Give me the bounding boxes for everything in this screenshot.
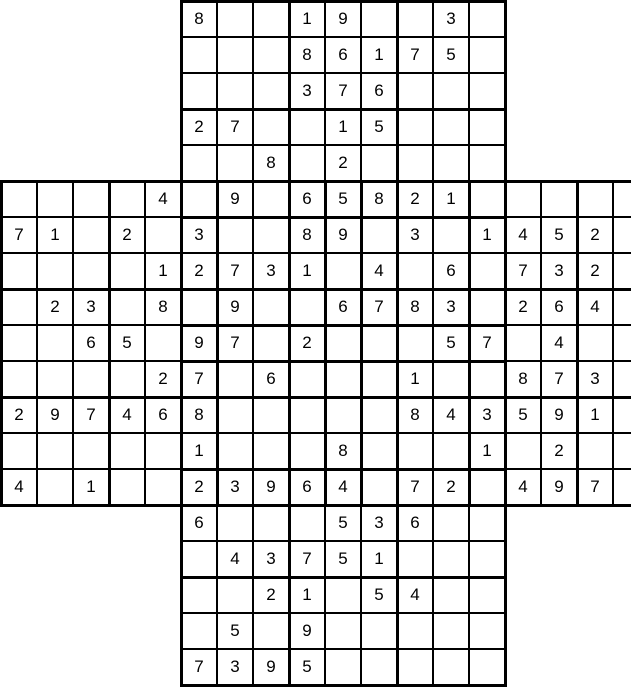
sudoku-cell[interactable] — [181, 37, 217, 73]
sudoku-cell[interactable]: 1 — [289, 253, 325, 289]
sudoku-cell[interactable]: 6 — [541, 289, 577, 325]
sudoku-cell[interactable] — [217, 1, 253, 37]
sudoku-cell[interactable] — [397, 145, 433, 181]
sudoku-cell[interactable]: 7 — [289, 541, 325, 577]
sudoku-cell[interactable]: 4 — [505, 469, 541, 505]
sudoku-cell[interactable]: 8 — [145, 289, 181, 325]
sudoku-cell[interactable]: 7 — [217, 109, 253, 145]
sudoku-cell[interactable]: 4 — [217, 541, 253, 577]
sudoku-cell[interactable]: 4 — [145, 181, 181, 217]
sudoku-cell[interactable]: 5 — [325, 541, 361, 577]
sudoku-cell[interactable]: 5 — [325, 181, 361, 217]
sudoku-cell[interactable] — [469, 289, 505, 325]
sudoku-cell[interactable]: 1 — [433, 181, 469, 217]
sudoku-cell[interactable] — [253, 289, 289, 325]
sudoku-cell[interactable]: 8 — [289, 37, 325, 73]
sudoku-cell[interactable]: 1 — [361, 541, 397, 577]
sudoku-cell[interactable]: 9 — [289, 613, 325, 649]
sudoku-cell[interactable]: 1 — [73, 469, 109, 505]
sudoku-cell[interactable]: 4 — [505, 217, 541, 253]
sudoku-cell[interactable]: 1 — [289, 1, 325, 37]
sudoku-cell[interactable] — [289, 289, 325, 325]
sudoku-cell[interactable] — [289, 109, 325, 145]
sudoku-cell[interactable]: 4 — [1, 469, 37, 505]
sudoku-cell[interactable] — [433, 541, 469, 577]
sudoku-cell[interactable] — [289, 433, 325, 469]
sudoku-cell[interactable] — [37, 253, 73, 289]
sudoku-cell[interactable] — [469, 145, 505, 181]
sudoku-cell[interactable]: 1 — [37, 217, 73, 253]
sudoku-cell[interactable] — [397, 253, 433, 289]
sudoku-cell[interactable] — [217, 37, 253, 73]
sudoku-cell[interactable]: 4 — [109, 397, 145, 433]
sudoku-cell[interactable]: 5 — [433, 37, 469, 73]
sudoku-cell[interactable] — [253, 217, 289, 253]
sudoku-cell[interactable]: 1 — [577, 397, 613, 433]
sudoku-cell[interactable] — [37, 361, 73, 397]
sudoku-cell[interactable] — [613, 217, 631, 253]
sudoku-cell[interactable] — [253, 613, 289, 649]
sudoku-cell[interactable] — [577, 181, 613, 217]
sudoku-cell[interactable]: 1 — [397, 361, 433, 397]
sudoku-cell[interactable]: 4 — [397, 577, 433, 613]
sudoku-cell[interactable] — [181, 73, 217, 109]
sudoku-cell[interactable] — [433, 109, 469, 145]
sudoku-cell[interactable]: 3 — [217, 469, 253, 505]
sudoku-cell[interactable] — [253, 73, 289, 109]
sudoku-cell[interactable] — [217, 397, 253, 433]
sudoku-cell[interactable] — [469, 613, 505, 649]
sudoku-cell[interactable]: 3 — [541, 253, 577, 289]
sudoku-cell[interactable] — [1, 325, 37, 361]
sudoku-cell[interactable]: 1 — [361, 37, 397, 73]
sudoku-cell[interactable]: 2 — [505, 289, 541, 325]
sudoku-cell[interactable]: 7 — [217, 253, 253, 289]
sudoku-cell[interactable]: 5 — [361, 577, 397, 613]
sudoku-cell[interactable] — [37, 469, 73, 505]
sudoku-cell[interactable] — [109, 361, 145, 397]
sudoku-cell[interactable]: 8 — [289, 217, 325, 253]
sudoku-cell[interactable]: 9 — [253, 649, 289, 685]
sudoku-cell[interactable] — [217, 145, 253, 181]
sudoku-cell[interactable] — [469, 505, 505, 541]
sudoku-cell[interactable]: 9 — [217, 181, 253, 217]
sudoku-cell[interactable] — [469, 181, 505, 217]
sudoku-cell[interactable] — [109, 469, 145, 505]
sudoku-cell[interactable]: 9 — [325, 1, 361, 37]
sudoku-cell[interactable]: 8 — [181, 397, 217, 433]
sudoku-cell[interactable]: 7 — [217, 325, 253, 361]
sudoku-cell[interactable]: 2 — [289, 325, 325, 361]
sudoku-cell[interactable]: 2 — [253, 577, 289, 613]
sudoku-cell[interactable] — [361, 1, 397, 37]
sudoku-cell[interactable] — [1, 289, 37, 325]
sudoku-cell[interactable]: 6 — [73, 325, 109, 361]
sudoku-cell[interactable] — [181, 613, 217, 649]
sudoku-cell[interactable] — [397, 109, 433, 145]
sudoku-cell[interactable] — [73, 217, 109, 253]
sudoku-cell[interactable]: 6 — [325, 37, 361, 73]
sudoku-cell[interactable] — [397, 541, 433, 577]
sudoku-cell[interactable]: 1 — [325, 109, 361, 145]
sudoku-cell[interactable]: 9 — [541, 397, 577, 433]
sudoku-cell[interactable]: 3 — [73, 289, 109, 325]
sudoku-cell[interactable]: 8 — [361, 181, 397, 217]
sudoku-cell[interactable] — [289, 145, 325, 181]
sudoku-cell[interactable]: 3 — [253, 541, 289, 577]
sudoku-cell[interactable] — [325, 613, 361, 649]
sudoku-cell[interactable] — [289, 361, 325, 397]
sudoku-cell[interactable]: 7 — [541, 361, 577, 397]
sudoku-cell[interactable]: 2 — [181, 109, 217, 145]
sudoku-cell[interactable]: 3 — [397, 217, 433, 253]
sudoku-cell[interactable] — [217, 433, 253, 469]
sudoku-cell[interactable] — [1, 181, 37, 217]
sudoku-cell[interactable]: 2 — [577, 253, 613, 289]
sudoku-cell[interactable]: 5 — [289, 649, 325, 685]
sudoku-cell[interactable] — [217, 577, 253, 613]
sudoku-cell[interactable] — [109, 289, 145, 325]
sudoku-cell[interactable] — [433, 433, 469, 469]
sudoku-cell[interactable]: 6 — [289, 469, 325, 505]
sudoku-cell[interactable] — [577, 325, 613, 361]
sudoku-cell[interactable]: 7 — [1, 217, 37, 253]
sudoku-cell[interactable] — [577, 433, 613, 469]
sudoku-cell[interactable] — [109, 433, 145, 469]
sudoku-cell[interactable]: 4 — [325, 469, 361, 505]
sudoku-cell[interactable] — [325, 253, 361, 289]
sudoku-cell[interactable]: 9 — [325, 217, 361, 253]
sudoku-cell[interactable] — [325, 361, 361, 397]
sudoku-cell[interactable] — [505, 181, 541, 217]
sudoku-cell[interactable] — [469, 361, 505, 397]
sudoku-cell[interactable]: 9 — [217, 289, 253, 325]
sudoku-cell[interactable] — [145, 433, 181, 469]
sudoku-cell[interactable]: 8 — [325, 433, 361, 469]
sudoku-cell[interactable] — [109, 181, 145, 217]
sudoku-cell[interactable] — [181, 541, 217, 577]
sudoku-cell[interactable] — [433, 217, 469, 253]
sudoku-cell[interactable] — [469, 469, 505, 505]
sudoku-cell[interactable]: 5 — [325, 505, 361, 541]
sudoku-cell[interactable]: 2 — [541, 433, 577, 469]
sudoku-cell[interactable] — [145, 217, 181, 253]
sudoku-cell[interactable] — [613, 397, 631, 433]
sudoku-cell[interactable] — [325, 649, 361, 685]
sudoku-cell[interactable] — [397, 1, 433, 37]
sudoku-cell[interactable] — [613, 469, 631, 505]
sudoku-cell[interactable] — [325, 577, 361, 613]
sudoku-cell[interactable]: 5 — [505, 397, 541, 433]
sudoku-cell[interactable] — [433, 613, 469, 649]
sudoku-cell[interactable] — [469, 37, 505, 73]
sudoku-cell[interactable] — [181, 289, 217, 325]
sudoku-cell[interactable]: 2 — [1, 397, 37, 433]
sudoku-cell[interactable] — [253, 325, 289, 361]
sudoku-cell[interactable] — [73, 433, 109, 469]
sudoku-cell[interactable] — [433, 145, 469, 181]
sudoku-cell[interactable] — [253, 505, 289, 541]
sudoku-cell[interactable]: 5 — [109, 325, 145, 361]
sudoku-cell[interactable] — [397, 73, 433, 109]
sudoku-cell[interactable]: 2 — [397, 181, 433, 217]
sudoku-cell[interactable] — [73, 253, 109, 289]
sudoku-cell[interactable] — [361, 217, 397, 253]
sudoku-cell[interactable]: 1 — [289, 577, 325, 613]
sudoku-cell[interactable] — [1, 361, 37, 397]
sudoku-cell[interactable] — [613, 289, 631, 325]
sudoku-cell[interactable]: 4 — [541, 325, 577, 361]
sudoku-cell[interactable] — [361, 613, 397, 649]
sudoku-cell[interactable] — [505, 325, 541, 361]
sudoku-cell[interactable]: 7 — [505, 253, 541, 289]
sudoku-cell[interactable] — [505, 433, 541, 469]
sudoku-cell[interactable]: 7 — [397, 37, 433, 73]
sudoku-cell[interactable]: 6 — [397, 505, 433, 541]
sudoku-cell[interactable] — [289, 505, 325, 541]
sudoku-cell[interactable] — [145, 325, 181, 361]
sudoku-cell[interactable] — [145, 469, 181, 505]
sudoku-cell[interactable] — [361, 145, 397, 181]
sudoku-cell[interactable] — [1, 253, 37, 289]
sudoku-cell[interactable]: 9 — [253, 469, 289, 505]
sudoku-cell[interactable] — [325, 397, 361, 433]
sudoku-cell[interactable] — [613, 433, 631, 469]
sudoku-cell[interactable] — [361, 649, 397, 685]
sudoku-cell[interactable]: 9 — [181, 325, 217, 361]
sudoku-cell[interactable]: 8 — [253, 145, 289, 181]
sudoku-cell[interactable] — [217, 73, 253, 109]
sudoku-cell[interactable] — [1, 433, 37, 469]
sudoku-cell[interactable] — [469, 577, 505, 613]
sudoku-cell[interactable]: 3 — [217, 649, 253, 685]
sudoku-cell[interactable] — [289, 397, 325, 433]
sudoku-cell[interactable]: 2 — [325, 145, 361, 181]
sudoku-cell[interactable] — [433, 361, 469, 397]
sudoku-cell[interactable]: 6 — [145, 397, 181, 433]
sudoku-cell[interactable] — [253, 181, 289, 217]
sudoku-cell[interactable]: 3 — [253, 253, 289, 289]
sudoku-cell[interactable]: 3 — [433, 1, 469, 37]
sudoku-cell[interactable] — [37, 325, 73, 361]
sudoku-cell[interactable] — [37, 433, 73, 469]
sudoku-cell[interactable] — [613, 181, 631, 217]
sudoku-cell[interactable]: 1 — [469, 433, 505, 469]
sudoku-cell[interactable] — [361, 397, 397, 433]
sudoku-cell[interactable] — [181, 145, 217, 181]
sudoku-cell[interactable]: 9 — [541, 469, 577, 505]
sudoku-cell[interactable] — [217, 505, 253, 541]
sudoku-cell[interactable] — [361, 469, 397, 505]
sudoku-cell[interactable] — [469, 73, 505, 109]
sudoku-cell[interactable]: 7 — [181, 361, 217, 397]
sudoku-cell[interactable] — [433, 73, 469, 109]
sudoku-cell[interactable]: 6 — [289, 181, 325, 217]
sudoku-cell[interactable]: 6 — [325, 289, 361, 325]
sudoku-cell[interactable]: 2 — [577, 217, 613, 253]
sudoku-cell[interactable]: 7 — [397, 469, 433, 505]
sudoku-cell[interactable]: 8 — [397, 397, 433, 433]
sudoku-cell[interactable]: 1 — [145, 253, 181, 289]
sudoku-cell[interactable] — [397, 325, 433, 361]
sudoku-cell[interactable] — [361, 325, 397, 361]
sudoku-cell[interactable]: 6 — [181, 505, 217, 541]
sudoku-cell[interactable] — [253, 397, 289, 433]
sudoku-cell[interactable] — [181, 577, 217, 613]
sudoku-cell[interactable]: 2 — [433, 469, 469, 505]
sudoku-cell[interactable] — [469, 253, 505, 289]
sudoku-cell[interactable] — [73, 361, 109, 397]
sudoku-cell[interactable] — [397, 613, 433, 649]
sudoku-cell[interactable] — [253, 109, 289, 145]
sudoku-cell[interactable] — [37, 181, 73, 217]
sudoku-cell[interactable] — [253, 433, 289, 469]
sudoku-cell[interactable] — [325, 325, 361, 361]
sudoku-cell[interactable]: 5 — [433, 325, 469, 361]
sudoku-cell[interactable]: 3 — [181, 217, 217, 253]
sudoku-cell[interactable]: 2 — [37, 289, 73, 325]
sudoku-cell[interactable]: 2 — [109, 217, 145, 253]
sudoku-cell[interactable] — [469, 541, 505, 577]
sudoku-cell[interactable]: 4 — [361, 253, 397, 289]
sudoku-cell[interactable] — [433, 577, 469, 613]
sudoku-cell[interactable] — [541, 181, 577, 217]
sudoku-cell[interactable]: 4 — [433, 397, 469, 433]
sudoku-cell[interactable] — [217, 361, 253, 397]
sudoku-cell[interactable]: 5 — [217, 613, 253, 649]
sudoku-cell[interactable]: 2 — [181, 253, 217, 289]
sudoku-cell[interactable]: 7 — [577, 469, 613, 505]
sudoku-cell[interactable]: 3 — [577, 361, 613, 397]
sudoku-cell[interactable] — [469, 1, 505, 37]
sudoku-cell[interactable] — [73, 181, 109, 217]
sudoku-cell[interactable] — [253, 1, 289, 37]
sudoku-cell[interactable]: 2 — [145, 361, 181, 397]
sudoku-cell[interactable]: 3 — [433, 289, 469, 325]
sudoku-cell[interactable]: 5 — [361, 109, 397, 145]
sudoku-cell[interactable] — [361, 361, 397, 397]
sudoku-cell[interactable]: 7 — [181, 649, 217, 685]
sudoku-cell[interactable]: 6 — [361, 73, 397, 109]
sudoku-cell[interactable] — [181, 181, 217, 217]
sudoku-cell[interactable] — [109, 253, 145, 289]
sudoku-cell[interactable]: 1 — [469, 217, 505, 253]
sudoku-cell[interactable]: 7 — [325, 73, 361, 109]
sudoku-cell[interactable]: 7 — [361, 289, 397, 325]
sudoku-cell[interactable] — [469, 109, 505, 145]
sudoku-cell[interactable] — [361, 433, 397, 469]
sudoku-cell[interactable]: 7 — [469, 325, 505, 361]
sudoku-cell[interactable]: 8 — [181, 1, 217, 37]
sudoku-cell[interactable]: 5 — [541, 217, 577, 253]
sudoku-cell[interactable] — [217, 217, 253, 253]
sudoku-cell[interactable] — [253, 37, 289, 73]
sudoku-cell[interactable] — [613, 325, 631, 361]
sudoku-cell[interactable]: 3 — [361, 505, 397, 541]
sudoku-cell[interactable] — [397, 433, 433, 469]
sudoku-cell[interactable]: 8 — [397, 289, 433, 325]
sudoku-cell[interactable] — [469, 649, 505, 685]
sudoku-cell[interactable]: 8 — [505, 361, 541, 397]
sudoku-cell[interactable]: 6 — [253, 361, 289, 397]
sudoku-cell[interactable]: 1 — [181, 433, 217, 469]
sudoku-cell[interactable]: 7 — [73, 397, 109, 433]
sudoku-cell[interactable]: 3 — [469, 397, 505, 433]
sudoku-cell[interactable]: 4 — [577, 289, 613, 325]
sudoku-cell[interactable]: 9 — [37, 397, 73, 433]
sudoku-cell[interactable] — [613, 253, 631, 289]
sudoku-cell[interactable]: 6 — [433, 253, 469, 289]
sudoku-cell[interactable]: 2 — [181, 469, 217, 505]
sudoku-cell[interactable] — [397, 649, 433, 685]
sudoku-cell[interactable] — [433, 505, 469, 541]
sudoku-cell[interactable]: 3 — [289, 73, 325, 109]
sudoku-cell[interactable] — [613, 361, 631, 397]
sudoku-cell[interactable] — [433, 649, 469, 685]
